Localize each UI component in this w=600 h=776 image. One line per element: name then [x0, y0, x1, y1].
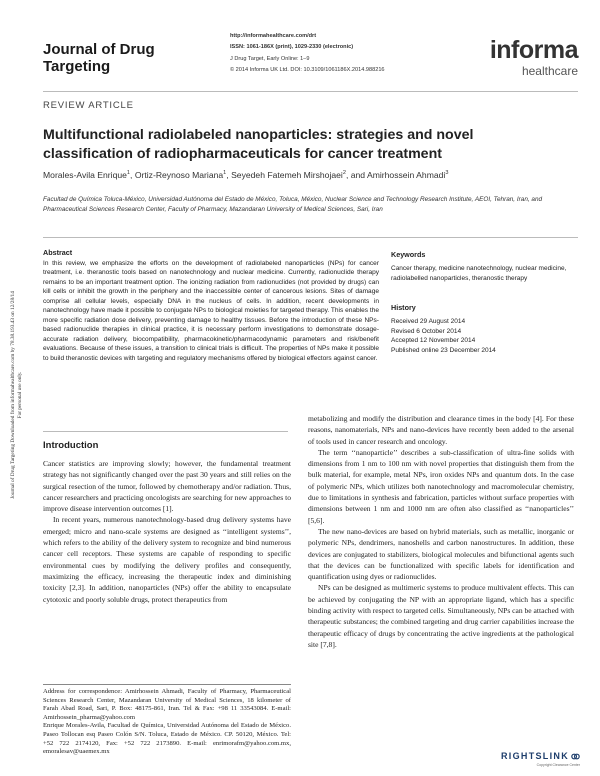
abstract-bottom-divider: [43, 431, 288, 432]
history-item: Revised 6 October 2014: [391, 327, 462, 335]
history-item: Published online 23 December 2014: [391, 346, 496, 354]
keywords-text: Cancer therapy, medicine nanotechnology, nuclear medicine, radiolabelled nanoparticles, theranostic therapy: [391, 265, 567, 282]
footnote-rule: [43, 684, 291, 685]
correspondence-address: Address for correspondence: Amirhossein Ahmadi, Faculty of Pharmacy, Pharmaceutical Sciences Research Center, Mazandaran University of Medical Sciences, 18 kilometer of Farah Abad Road, Sari, P. Box: 48175-861, Iran. Tel & Fax: +98 11 33543084. E-mail: Amirhossein_pharma@yahoo.com: [43, 688, 291, 721]
history-item: Received 29 August 2014: [391, 318, 466, 325]
author-affil-mark: 1: [223, 170, 227, 177]
intro-heading: Introduction: [43, 440, 99, 451]
author-name: Amirhossein Ahmadi: [366, 170, 446, 180]
article-title: Multifunctional radiolabeled nanoparticles: strategies and novel classification of radiopharmaceuticals for cancer treatment: [43, 127, 474, 162]
affiliations: Facultad de Química Toluca-México, Universidad Autónoma del Estado de México, Toluca, México, Nuclear Science and Technology Research Institute, AEOI, Tehran, Iran, and Pharmaceutical Sciences Research Center, Faculty of Pharmacy, Mazandaran University of Medical Sciences, Sari, Iran: [43, 196, 543, 213]
author-name: Morales-Avila Enrique: [43, 170, 127, 180]
correspondence-footnote: [43, 688, 291, 757]
right-column: [308, 413, 574, 650]
author-name: Ortiz-Reynoso Mariana: [134, 170, 224, 180]
body-paragraph: NPs can be designed as multimeric systems to produce multivalent effects. This can be achieved by conjugating the NP with an appropriate ligand, which has a specific binding activity with respect to targeted cells. Simultaneously, NPs can be attached with therapeutic substances; the combined targeting and drug carrier capabilities increase the therapeutic efficacy of drugs by concentrating the active ingredients at the pathological site [7,8].: [308, 583, 574, 649]
body-paragraph: In recent years, numerous nanotechnology-based drug delivery systems have emerged; micro and nano-scale systems are designed as ‘‘intelligent systems’’, which refers to the ability of the delivery system to recognize and bind numerous cancer cell receptors. These systems are capable of responding to specific environmental cues by modifying the delivery profiles and consequently, maximizing the efficacy, increasing the therapeutic index and diminishing toxicity [2,3]. In addition, nanoparticles (NPs) offer the ability to encapsulate cytotoxic and poorly soluble drugs, protect therapeutics from: [43, 515, 291, 604]
rightslink-text: RIGHTSLINK: [501, 751, 569, 761]
history-heading: History: [391, 303, 416, 312]
author-affil-mark: 2: [342, 170, 346, 177]
journal-copyright: © 2014 Informa UK Ltd. DOI: 10.3109/1061186X.2014.988216: [230, 67, 385, 73]
header-divider: [43, 91, 578, 92]
body-paragraph: The new nano-devices are based on hybrid materials, such as metallic, inorganic or polymeric NPs, dendrimers, nanoshells and carbon nanostructures. In addition, these devices are conjugated to stabilizers, biological molecules and bifunctional agents such that the devices can be functionalized with specific labels for identification and quantification using dyes or radionuclides.: [308, 526, 574, 582]
body-paragraph: The term ‘‘nanoparticle’’ describes a sub-classification of ultra-fine solids with dimensions from 1 nm to 100 nm with novel properties that distinguish them from the bulk material, for example, metal NPs, iron oxides NPs and quantum dots. In the case of polymeric NPs, which utilizes both nanotechnology and macromolecular chemistry, due to limitations in synthesis and fabrication, particles without surface properties with dimensions between 1 nm and 1000 nm are often also classified as ‘‘nanoparticles’’ [5,6].: [308, 447, 574, 525]
abstract-top-divider: [43, 237, 578, 238]
article-type: REVIEW ARTICLE: [43, 100, 134, 111]
body-paragraph: Cancer statistics are improving slowly; however, the fundamental treatment strategy has not significantly changed over the past 30 years and still relies on the surgical resection of the tumor, followed by chemotherapy and/or radiation. Thus, cancer researchers and practicing oncologists are searching for new approaches to improve disease intervention outcomes [1].: [43, 459, 291, 514]
author-name: Seyedeh Fatemeh Mirshojaei: [231, 170, 343, 180]
history-item: Accepted 12 November 2014: [391, 337, 476, 345]
correspondence-second: Enrique Morales-Avila, Facultad de Química, Universidad Autónoma del Estado de México. Paseo Tollocan esq Paseo Colón S/N. Toluca, Estado de México. CP. 50120, México. Tel: +52 722 2174120, Fax: +52 722 2173890. E-mail: enrimorafm@yahoo.com.mx, emoralesav@uaemex.mx: [43, 722, 291, 756]
keywords-heading: Keywords: [391, 250, 426, 259]
author-list: Morales-Avila Enrique$^1$, Ortiz-Reynoso Mariana$^1$, Seyedeh Fatemeh Mirshojaei$^2$, and Amirhossein Ahmadi$^3$: [43, 170, 449, 180]
publisher-sub: healthcare: [521, 64, 578, 78]
download-stamp: [10, 260, 24, 530]
download-stamp-line: Journal of Drug Targeting Downloaded from informahealthcare.com by 78.38.193.43 on 12/28/14: [10, 291, 16, 499]
abstract-heading: Abstract: [43, 248, 73, 257]
rightslink-sub: Copyright Clearance Center: [536, 763, 580, 767]
journal-title: Journal of Drug Targeting: [43, 41, 155, 75]
abstract-text: In this review, we emphasize the efforts on the development of radiolabeled nanoparticles (NPs) for cancer treatment, i.e. theranostic tools based on nanotechnology and nuclear medicine. Currently, radionuclide therapy remains to be an important treatment option. The ionizing radiation from radionuclides (not provided by drugs) can kill cells or inhibit the growth in the periphery and the inaccessible center of cancerous lesions. Sites of damage comprise all cellular levels, especially DNA in the nucleus of cells. In addition, recent developments in nanotechnology have made it possible to conjugate NPs to biological moieties for targeted therapy. This enables the more specific radiation dose delivery, preventing damage to healthy tissues. Before the introduction of these NPs-based radionuclide therapies in clinical practice, it is necessary perform investigations to demonstrate dosage-accurate radiation delivery, biocompatibility, pharmacokinetic/pharmacodynamic parameters and risk/benefit evaluations. Because of these issues, a transition to clinical trials is difficult. The properties of NPs make it possible to build theranostic devices with targeting and regulatory mechanisms offered by biological effectors against cancer.: [43, 260, 379, 362]
body-paragraph: metabolizing and modify the distribution and clearance times in the body [4]. For these reasons, nanomaterials, NPs and nano-devices have recently been added to the arsenal of tools used in cancer research and oncology.: [308, 414, 574, 446]
left-column: [43, 458, 291, 605]
history-list: [391, 317, 496, 355]
author-affil-mark: 3: [445, 170, 449, 177]
journal-url[interactable]: http://informahealthcare.com/drt: [230, 33, 317, 39]
publisher-logo: informa: [489, 36, 578, 64]
author-affil-mark: 1: [126, 170, 131, 177]
rightslink-chain-icon: [571, 752, 580, 761]
rightslink-logo[interactable]: [501, 751, 580, 767]
journal-issn: ISSN: 1061-186X (print), 1029-2330 (electronic): [230, 44, 354, 50]
download-stamp-line: For personal use only.: [17, 371, 23, 419]
journal-citation: J Drug Target, Early Online: 1–9: [230, 56, 310, 62]
